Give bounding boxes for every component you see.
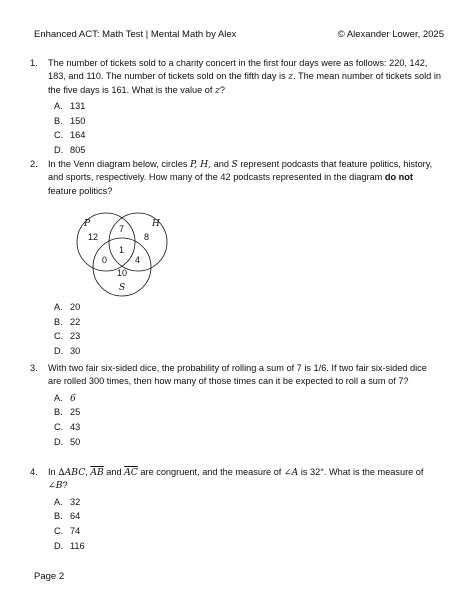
answer-option[interactable]	[48, 344, 442, 359]
option-letter: D.	[54, 346, 64, 356]
math-variable: z	[288, 71, 294, 83]
math-expression: ∆ABC	[58, 467, 86, 478]
option-text: 43	[70, 422, 81, 432]
option-text: 6	[70, 392, 76, 404]
math-variable: S	[231, 159, 238, 170]
answer-option[interactable]	[48, 315, 442, 330]
option-letter: C.	[54, 422, 64, 432]
question-text	[48, 158, 442, 198]
answer-option[interactable]	[48, 524, 442, 539]
venn-label-s: S	[119, 283, 126, 294]
answer-option[interactable]	[48, 405, 442, 420]
question-2	[30, 158, 442, 359]
option-text: 22	[70, 316, 81, 327]
question-number: 1.	[30, 58, 38, 68]
answer-option[interactable]	[48, 143, 442, 158]
option-letter: C.	[54, 130, 64, 141]
option-letter: B.	[54, 316, 63, 327]
option-letter: D.	[54, 145, 64, 155]
answer-options	[48, 300, 442, 358]
option-text: 50	[70, 436, 81, 447]
question-number: 3.	[30, 363, 38, 373]
answer-options	[48, 391, 442, 449]
venn-region-p-only: 12	[88, 232, 99, 243]
option-letter: D.	[54, 540, 64, 551]
option-letter: B.	[54, 511, 63, 522]
answer-option[interactable]	[48, 495, 442, 510]
option-text: 20	[70, 302, 81, 313]
text-run: ?	[62, 480, 68, 491]
header-copyright: © Alexander Lower, 2025	[337, 29, 444, 40]
segment-ab: $\overline{AB}$	[90, 467, 104, 478]
option-text: 164	[70, 130, 86, 141]
option-letter: A.	[54, 392, 63, 403]
option-letter: B.	[54, 407, 63, 418]
text-run: ?	[219, 84, 225, 95]
answer-option[interactable]	[48, 420, 442, 435]
venn-label-h: H	[152, 219, 160, 230]
venn-region-p-h: 7	[119, 224, 125, 235]
option-letter: D.	[54, 436, 64, 447]
option-text: 74	[70, 526, 81, 536]
text-run: is 32°. What is the measure of	[298, 467, 424, 477]
text-run: feature politics?	[48, 185, 113, 196]
text-run: represent podcasts that feature politics, history, and sports, respectively. How many of the 42 podcasts represented in the diagram	[48, 159, 433, 183]
math-variable: P, H,	[189, 159, 212, 170]
emphasis-text: do not	[384, 172, 413, 183]
header-title: Enhanced ACT: Math Test | Mental Math by Alex	[34, 29, 237, 40]
answer-option[interactable]	[48, 539, 442, 554]
math-expression: ∠A	[283, 467, 299, 478]
answer-option[interactable]	[48, 435, 442, 450]
option-letter: A.	[54, 496, 63, 507]
text-run: are congruent, and the measure of	[137, 467, 284, 477]
text-run: . The mean number of tickets sold in the five days is 161. What is the value of	[48, 71, 441, 95]
answer-option[interactable]	[48, 114, 442, 129]
answer-option[interactable]	[48, 300, 442, 315]
option-letter: C.	[54, 331, 64, 342]
text-run: ,	[85, 467, 91, 477]
question-text	[48, 466, 442, 493]
option-text: 131	[70, 101, 86, 112]
text-run: The number of tickets sold to a charity concert in the first four days were as follows: 220, 142, 183, and 110. The number of tickets sold on the fifth day is	[48, 58, 428, 82]
option-text: 30	[70, 346, 81, 356]
page-number: Page 2	[34, 571, 65, 582]
math-variable: z	[215, 84, 220, 96]
text-run: and	[103, 467, 125, 477]
venn-region-h-s: 4	[135, 255, 141, 266]
option-letter: A.	[54, 101, 63, 112]
venn-diagram	[62, 200, 182, 300]
venn-label-p: P	[84, 219, 91, 230]
segment-ac: $\overline{AC}$	[124, 467, 138, 478]
question-3	[30, 362, 442, 449]
question-number: 4.	[30, 467, 38, 477]
question-text	[48, 57, 442, 97]
option-text: 25	[70, 407, 81, 418]
answer-options	[48, 495, 442, 553]
text-run: and	[211, 159, 232, 169]
text-run: In the Venn diagram below, circles	[48, 159, 190, 169]
answer-options	[48, 99, 442, 157]
text-run: In	[48, 467, 59, 477]
option-text: 64	[70, 511, 81, 522]
venn-region-h-only: 8	[144, 232, 150, 243]
answer-option[interactable]	[48, 329, 442, 344]
question-number: 2.	[30, 159, 38, 169]
option-letter: B.	[54, 115, 63, 126]
math-expression: ∠B	[48, 480, 63, 492]
answer-option[interactable]	[48, 99, 442, 114]
answer-option[interactable]	[48, 128, 442, 143]
question-1	[30, 57, 442, 158]
venn-region-center: 1	[119, 245, 125, 256]
option-letter: C.	[54, 526, 64, 536]
question-4	[30, 466, 442, 553]
answer-option[interactable]	[48, 509, 442, 524]
answer-option[interactable]	[48, 391, 442, 406]
venn-region-s-only: 10	[117, 268, 128, 279]
question-text: With two fair six-sided dice, the probability of rolling a sum of 7 is 1/6. If two fair six-sided dice are rolled 300 times, then how many of those times can it be expected to roll a sum of 7?	[48, 363, 427, 387]
venn-region-p-s: 0	[102, 255, 108, 266]
option-text: 23	[70, 331, 81, 342]
option-text: 116	[70, 540, 85, 551]
option-letter: A.	[54, 302, 63, 313]
option-text: 32	[70, 496, 81, 507]
option-text: 150	[70, 115, 86, 126]
option-text: 805	[70, 145, 86, 155]
